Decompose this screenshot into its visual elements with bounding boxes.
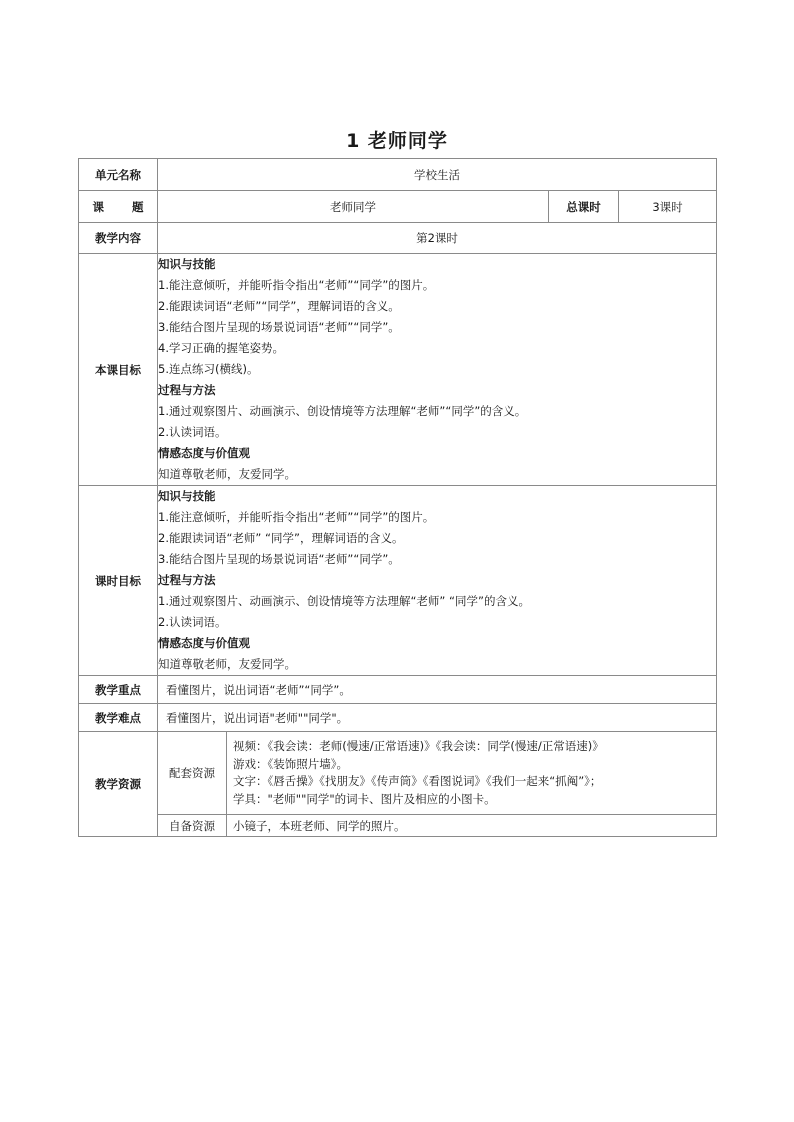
unit-value: 学校生活: [158, 159, 717, 191]
section-heading: 情感态度与价值观: [158, 446, 250, 460]
unit-goals-content: [158, 254, 717, 486]
row-resources-supporting: [79, 732, 717, 815]
row-content: [79, 223, 717, 254]
goal-line: 3.能结合图片呈现的场景说词语“老师”“同学”。: [158, 552, 400, 566]
supporting-resources-content: [227, 732, 717, 815]
resource-line: 游戏：《装饰照片墙》。: [233, 756, 348, 771]
key-point-label: 教学重点: [79, 676, 158, 704]
goal-line: 1.通过观察图片、动画演示、创设情境等方法理解“老师” “同学”的含义。: [158, 594, 530, 608]
lesson-value: 老师同学: [158, 191, 549, 223]
section-heading: 情感态度与价值观: [158, 636, 250, 650]
lesson-plan-table: [78, 158, 717, 837]
goal-line: 2.能跟读词语“老师” “同学”，理解词语的含义。: [158, 531, 404, 545]
resource-line: 视频：《我会读：老师(慢速/正常语速)》《我会读：同学(慢速/正常语速)》: [233, 739, 604, 753]
resource-line: 文字：《唇舌操》《找朋友》《传声筒》《看图说词》《我们一起来“抓阄”》；: [233, 774, 602, 788]
goal-line: 5.连点练习(横线)。: [158, 362, 259, 376]
content-label: 教学内容: [79, 223, 158, 254]
resource-line: 学具："老师""同学"的词卡、图片及相应的小图卡。: [233, 791, 496, 806]
section-heading: 知识与技能: [158, 489, 216, 503]
row-key-point: [79, 676, 717, 704]
period-goals-label: 课时目标: [79, 486, 158, 676]
period-goals-content: [158, 486, 717, 676]
lesson-label-end: 题: [132, 199, 144, 214]
goal-line: 3.能结合图片呈现的场景说词语“老师”“同学”。: [158, 320, 400, 334]
content-value: 第2课时: [158, 223, 717, 254]
goal-line: 2.认读词语。: [158, 425, 227, 439]
goal-line: 知道尊敬老师，友爱同学。: [158, 467, 296, 481]
key-point-value: 看懂图片，说出词语“老师”“同学”。: [158, 676, 717, 704]
unit-label: 单元名称: [79, 159, 158, 191]
row-lesson: [79, 191, 717, 223]
section-heading: 过程与方法: [158, 573, 216, 587]
goal-line: 2.能跟读词语“老师”“同学”，理解词语的含义。: [158, 299, 400, 313]
row-period-goals: [79, 486, 717, 676]
section-heading: 过程与方法: [158, 383, 216, 397]
goal-line: 1.能注意倾听，并能听指令指出“老师”“同学”的图片。: [158, 510, 435, 524]
lesson-label: 课: [92, 199, 132, 214]
total-hours-label: 总课时: [549, 191, 619, 223]
goal-line: 2.认读词语。: [158, 615, 227, 629]
difficulty-value: 看懂图片，说出词语"老师""同学"。: [158, 704, 717, 732]
document-title: 1 老师同学: [346, 130, 448, 152]
supporting-resources-label: 配套资源: [158, 732, 227, 815]
goal-line: 知道尊敬老师，友爱同学。: [158, 657, 296, 671]
row-unit: [79, 159, 717, 191]
row-difficulty: [79, 704, 717, 732]
row-resources-self: [79, 815, 717, 837]
unit-goals-label: 本课目标: [79, 254, 158, 486]
self-resources-value: 小镜子，本班老师、同学的照片。: [227, 815, 717, 837]
goal-line: 4.学习正确的握笔姿势。: [158, 341, 284, 355]
row-unit-goals: [79, 254, 717, 486]
goal-line: 1.能注意倾听，并能听指令指出“老师”“同学”的图片。: [158, 278, 435, 292]
total-hours-value: 3课时: [619, 191, 717, 223]
difficulty-label: 教学难点: [79, 704, 158, 732]
goal-line: 1.通过观察图片、动画演示、创设情境等方法理解“老师”“同学”的含义。: [158, 404, 527, 418]
self-resources-label: 自备资源: [158, 815, 227, 837]
resources-label: 教学资源: [79, 732, 158, 837]
section-heading: 知识与技能: [158, 257, 216, 271]
